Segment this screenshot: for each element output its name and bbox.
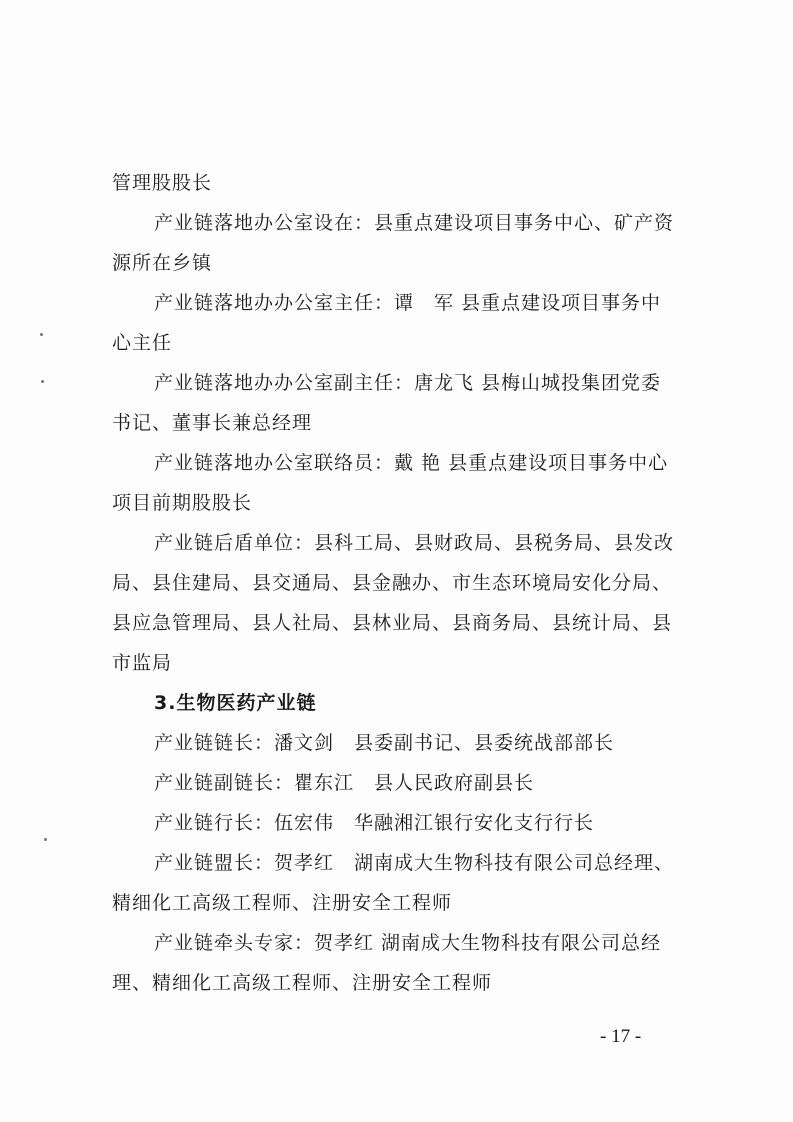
text-line: 市监局 — [112, 652, 173, 674]
document-body — [112, 163, 702, 1003]
text-line: 产业链链长：潘文剑 县委副书记、县委统战部部长 — [154, 732, 615, 754]
text-line: 管理股股长 — [112, 172, 213, 194]
text-line: 产业链盟长：贺孝红 湖南成大生物科技有限公司总经理、 — [154, 852, 675, 874]
text-line: 产业链落地办办公室副主任：唐龙飞 县梅山城投集团党委 — [154, 372, 662, 394]
text-line: 源所在乡镇 — [112, 252, 213, 274]
scan-speck — [41, 380, 44, 383]
page-number: - 17 - — [600, 1026, 642, 1047]
text-line: 县应急管理局、县人社局、县林业局、县商务局、县统计局、县 — [112, 612, 673, 634]
section-heading: 3.生物医药产业链 — [154, 692, 317, 714]
scan-speck — [40, 333, 43, 336]
text-line: 局、县住建局、县交通局、县金融办、市生态环境局安化分局、 — [112, 572, 673, 594]
text-line: 项目前期股股长 — [112, 492, 253, 514]
text-line: 产业链落地办公室联络员：戴 艳 县重点建设项目事务中心 — [154, 452, 669, 474]
text-line: 理、精细化工高级工程师、注册安全工程师 — [112, 972, 493, 994]
text-line: 产业链行长：伍宏伟 华融湘江银行安化支行行长 — [154, 812, 595, 834]
scan-speck — [44, 838, 47, 841]
text-line: 产业链牵头专家：贺孝红 湖南成大生物科技有限公司总经 — [154, 932, 662, 954]
text-line: 心主任 — [112, 332, 173, 354]
text-line: 产业链后盾单位：县科工局、县财政局、县税务局、县发改 — [154, 532, 675, 554]
text-line: 产业链落地办办公室主任：谭 军 县重点建设项目事务中 — [154, 292, 662, 314]
text-line: 产业链落地办公室设在：县重点建设项目事务中心、矿产资 — [154, 212, 675, 234]
text-line: 书记、董事长兼总经理 — [112, 412, 313, 434]
text-line: 精细化工高级工程师、注册安全工程师 — [112, 892, 453, 914]
text-line: 产业链副链长：瞿东江 县人民政府副县长 — [154, 772, 535, 794]
